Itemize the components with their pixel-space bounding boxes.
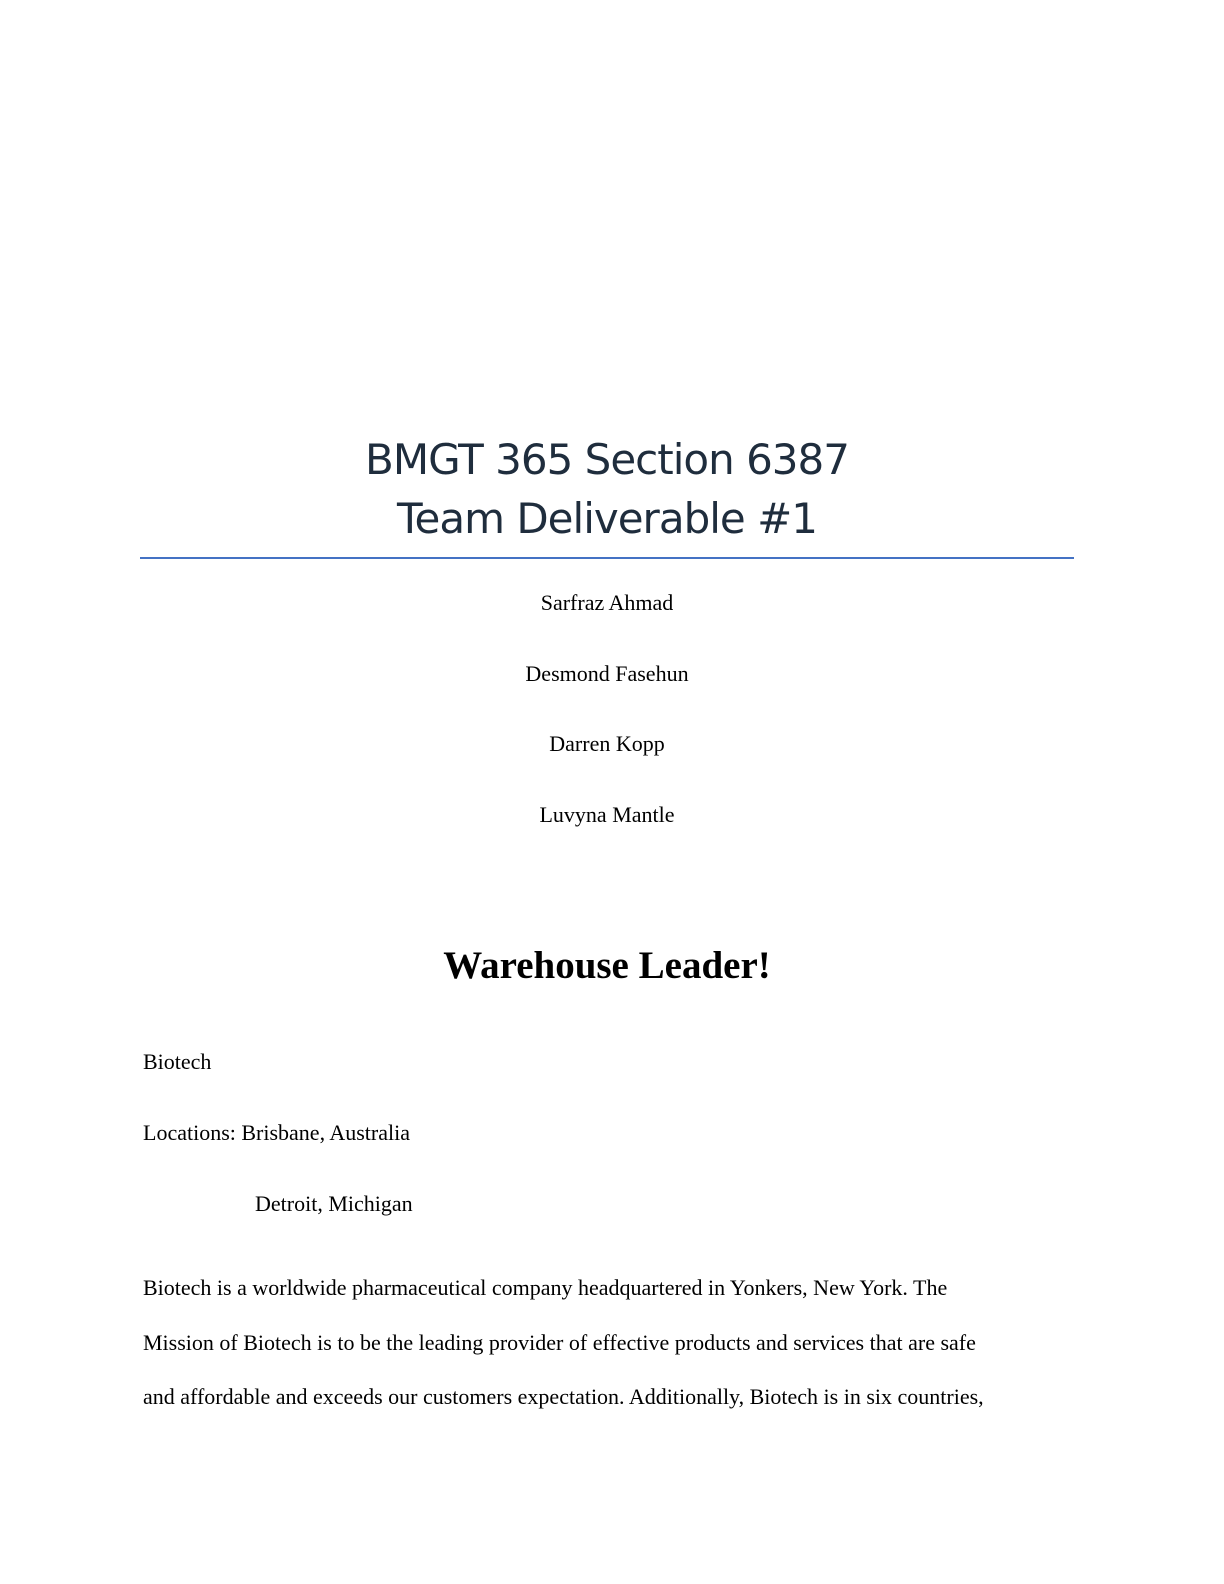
section-heading: Warehouse Leader!: [443, 944, 771, 987]
title-line-course: BMGT 365 Section 6387: [365, 435, 849, 484]
body-line: Biotech is a worldwide pharmaceutical company headquartered in Yonkers, New York. The: [143, 1275, 948, 1300]
author-name: Desmond Fasehun: [525, 661, 689, 686]
title-divider: [140, 557, 1074, 559]
author-name: Sarfraz Ahmad: [540, 590, 674, 615]
body-line: Mission of Biotech is to be the leading provider of effective products and services that are safe: [143, 1329, 976, 1355]
body-paragraph: [143, 1261, 1083, 1425]
locations-line: Locations: Brisbane, Australia: [143, 1120, 410, 1145]
body-line: and affordable and exceeds our customers expectation. Additionally, Biotech is in six countries,: [143, 1384, 984, 1409]
author-name: Luvyna Mantle: [539, 802, 675, 827]
author-name: Darren Kopp: [549, 731, 665, 756]
title-line-deliverable: Team Deliverable #1: [396, 494, 817, 543]
document-title: [140, 430, 1074, 548]
location-line: Detroit, Michigan: [255, 1191, 413, 1216]
company-name: Biotech: [143, 1049, 212, 1074]
